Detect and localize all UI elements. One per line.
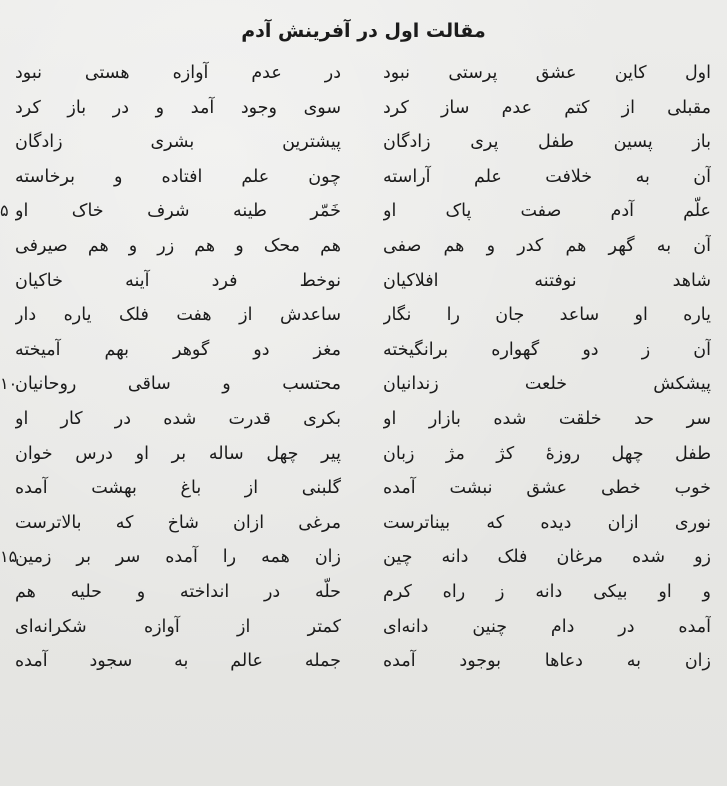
line-number [0, 162, 14, 192]
couplet [0, 58, 727, 93]
couplet [0, 508, 727, 543]
couplet [0, 646, 727, 681]
line-number [0, 300, 14, 330]
couplet [0, 612, 727, 647]
second-hemistich: جمله عالم به سجود آمده [15, 651, 341, 672]
line-number [0, 612, 14, 642]
line-number [0, 266, 14, 296]
couplet [0, 335, 727, 370]
line-number [0, 473, 14, 503]
poem [0, 58, 727, 681]
first-hemistich: خوب خطی عشق نبشت آمده [383, 478, 711, 499]
couplet [0, 404, 727, 439]
first-hemistich: آن به گهر هم کدر و هم صفی [383, 235, 711, 256]
first-hemistich: زان به دعاها بوجود آمده [383, 651, 711, 672]
second-hemistich: مرغی ازان شاخ که بالاترست [15, 512, 341, 533]
second-hemistich: کمتر از آوازه شکرانه‌ای [15, 616, 341, 637]
second-hemistich: هم محک و هم زر و هم صیرفی [15, 235, 341, 256]
first-hemistich: باز پسین طفل پری زادگان [383, 132, 711, 153]
couplet [0, 231, 727, 266]
page-title: مقالت اول در آفرینش آدم [241, 20, 486, 42]
line-number [0, 439, 14, 469]
second-hemistich: ساعدش از هفت فلک یاره دار [15, 305, 341, 326]
couplet [0, 542, 727, 577]
second-hemistich: گلبنی از باغ بهشت آمده [15, 478, 341, 499]
second-hemistich: زان همه را آمده سر بر زمین [15, 547, 341, 568]
couplet [0, 300, 727, 335]
second-hemistich: چون علم افتاده و برخاسته [15, 166, 341, 187]
line-number [0, 335, 14, 365]
second-hemistich: مغز دو گوهر بهم آمیخته [15, 339, 341, 360]
first-hemistich: علّم آدم صفت پاک او [383, 201, 711, 222]
second-hemistich: سوی وجود آمد و در باز کرد [15, 97, 341, 118]
first-hemistich: آمده در دام چنین دانه‌ای [383, 616, 711, 637]
couplet [0, 93, 727, 128]
couplet [0, 369, 727, 404]
line-number [0, 508, 14, 538]
line-number: ۱۵ [0, 547, 18, 567]
line-number [0, 404, 14, 434]
first-hemistich: آن به خلافت علم آراسته [383, 166, 711, 187]
couplet [0, 266, 727, 301]
first-hemistich: مقبلی از کتم عدم ساز کرد [383, 97, 711, 118]
second-hemistich: حلّه در انداخته و حلیه هم [15, 581, 341, 602]
first-hemistich: سر حد خلقت شده بازار او [383, 408, 711, 429]
couplet [0, 439, 727, 474]
line-number: ۱۰ [0, 374, 18, 394]
line-number [0, 93, 14, 123]
second-hemistich: در عدم آوازه هستی نبود [15, 63, 341, 83]
first-hemistich: زو شده مرغان فلک دانه چین [383, 547, 711, 568]
first-hemistich: اول کاین عشق پرستی نبود [383, 63, 711, 83]
couplet [0, 127, 727, 162]
line-number: ۵ [0, 201, 9, 221]
second-hemistich: بکری قدرت شده در کار او [15, 408, 341, 429]
first-hemistich: یاره او ساعد جان را نگار [383, 305, 711, 326]
first-hemistich: پیشکش خلعت زندانیان [383, 374, 711, 395]
first-hemistich: شاهد نوفتنه افلاکیان [383, 270, 711, 291]
second-hemistich: خَمّر طینه شرف خاک او [15, 201, 341, 222]
line-number [0, 231, 14, 261]
second-hemistich: پیشترین بشری زادگان [15, 132, 341, 153]
first-hemistich: و او بیکی دانه ز راه کرم [383, 581, 711, 602]
first-hemistich: نوری ازان دیده که بیناترست [383, 512, 711, 533]
second-hemistich: محتسب و ساقی روحانیان [15, 374, 341, 395]
couplet [0, 473, 727, 508]
line-number [0, 58, 14, 88]
line-number [0, 646, 14, 676]
line-number [0, 127, 14, 157]
second-hemistich: پیر چهل ساله بر او درس خوان [15, 443, 341, 464]
line-number [0, 577, 14, 607]
couplet [0, 577, 727, 612]
second-hemistich: نوخط فرد آینه خاکیان [15, 270, 341, 291]
first-hemistich: آن ز دو گهواره برانگیخته [383, 339, 711, 360]
couplet [0, 162, 727, 197]
couplet [0, 196, 727, 231]
first-hemistich: طفل چهل روزهٔ کژ مژ زبان [383, 443, 711, 464]
